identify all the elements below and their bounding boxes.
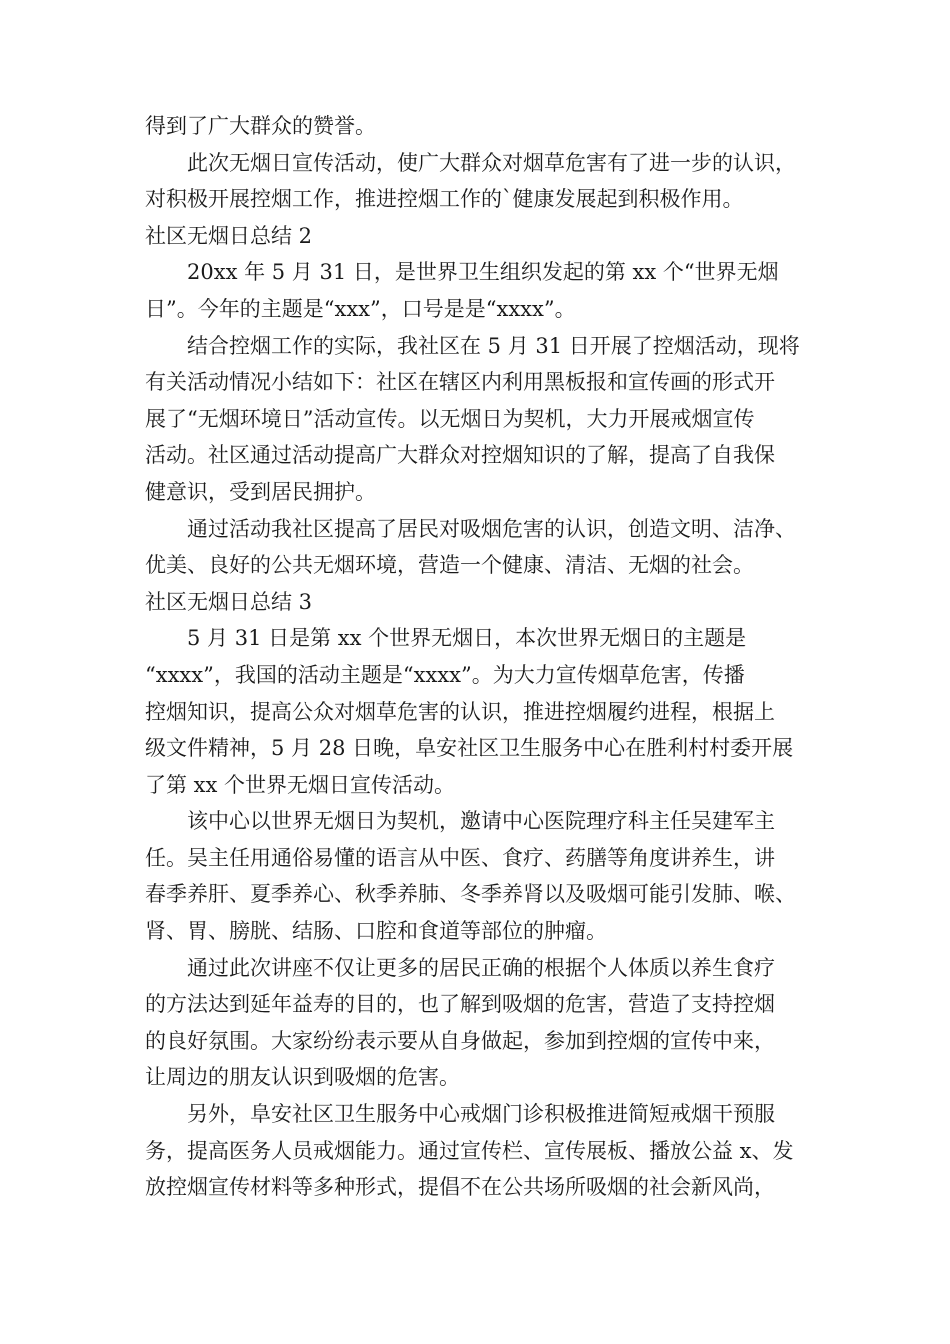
text-line: 肾、胃、膀胱、结肠、口腔和食道等部位的肿瘤。 bbox=[145, 919, 607, 944]
text-line: 对积极开展控烟工作，推进控烟工作的`健康发展起到积极作用。 bbox=[145, 187, 744, 212]
text-line: 通过活动我社区提高了居民对吸烟危害的认识，创造文明、洁净、 bbox=[187, 516, 796, 541]
text-line: 了第 xx 个世界无烟日宣传活动。 bbox=[145, 772, 456, 797]
text-line: 的良好氛围。大家纷纷表示要从自身做起，参加到控烟的宣传中来， bbox=[145, 1028, 775, 1053]
text-line: 务，提高医务人员戒烟能力。通过宣传栏、宣传展板、播放公益 x、发 bbox=[145, 1138, 794, 1163]
text-line: 展了“无烟环境日”活动宣传。以无烟日为契机，大力开展戒烟宣传 bbox=[145, 406, 755, 431]
text-line: 任。吴主任用通俗易懂的语言从中医、食疗、药膳等角度讲养生，讲 bbox=[145, 845, 775, 870]
text-line: 该中心以世界无烟日为契机，邀请中心医院理疗科主任吴建军主 bbox=[187, 809, 775, 834]
text-line: 得到了广大群众的赞誉。 bbox=[145, 114, 376, 138]
text-line: 优美、良好的公共无烟环境，营造一个健康、清洁、无烟的社会。 bbox=[145, 553, 754, 578]
text-line: 让周边的朋友认识到吸烟的危害。 bbox=[145, 1065, 460, 1090]
text-line: “xxxx”，我国的活动主题是“xxxx”。为大力宣传烟草危害，传播 bbox=[145, 662, 745, 687]
section-heading: 社区无烟日总结 3 bbox=[145, 589, 313, 614]
text-line: 通过此次讲座不仅让更多的居民正确的根据个人体质以养生食疗 bbox=[187, 955, 775, 980]
text-line: 此次无烟日宣传活动，使广大群众对烟草危害有了进一步的认识， bbox=[187, 150, 796, 175]
text-line: 有关活动情况小结如下：社区在辖区内利用黑板报和宣传画的形式开 bbox=[145, 370, 775, 395]
text-line: 的方法达到延年益寿的目的，也了解到吸烟的危害，营造了支持控烟 bbox=[145, 992, 775, 1017]
text-line: 结合控烟工作的实际，我社区在 5 月 31 日开展了控烟活动，现将 bbox=[187, 333, 800, 358]
text-line: 放控烟宣传材料等多种形式，提倡不在公共场所吸烟的社会新风尚， bbox=[145, 1175, 775, 1200]
text-line: 5 月 31 日是第 xx 个世界无烟日，本次世界无烟日的主题是 bbox=[187, 626, 747, 651]
text-line: 另外，阜安社区卫生服务中心戒烟门诊积极推进简短戒烟干预服 bbox=[187, 1102, 775, 1127]
text-line: 级文件精神，5 月 28 日晚，阜安社区卫生服务中心在胜利村村委开展 bbox=[145, 736, 794, 761]
text-line: 健意识，受到居民拥护。 bbox=[145, 479, 376, 504]
text-line: 活动。社区通过活动提高广大群众对控烟知识的了解，提高了自我保 bbox=[145, 443, 775, 468]
text-line: 日”。今年的主题是“xxx”，口号是是“xxxx”。 bbox=[145, 296, 576, 321]
text-line: 控烟知识，提高公众对烟草危害的认识，推进控烟履约进程，根据上 bbox=[145, 699, 775, 724]
document-body bbox=[145, 108, 825, 1206]
text-line: 20xx 年 5 月 31 日，是世界卫生组织发起的第 xx 个“世界无烟 bbox=[187, 260, 779, 285]
section-heading: 社区无烟日总结 2 bbox=[145, 223, 313, 248]
text-line: 春季养肝、夏季养心、秋季养肺、冬季养肾以及吸烟可能引发肺、喉、 bbox=[145, 882, 796, 907]
